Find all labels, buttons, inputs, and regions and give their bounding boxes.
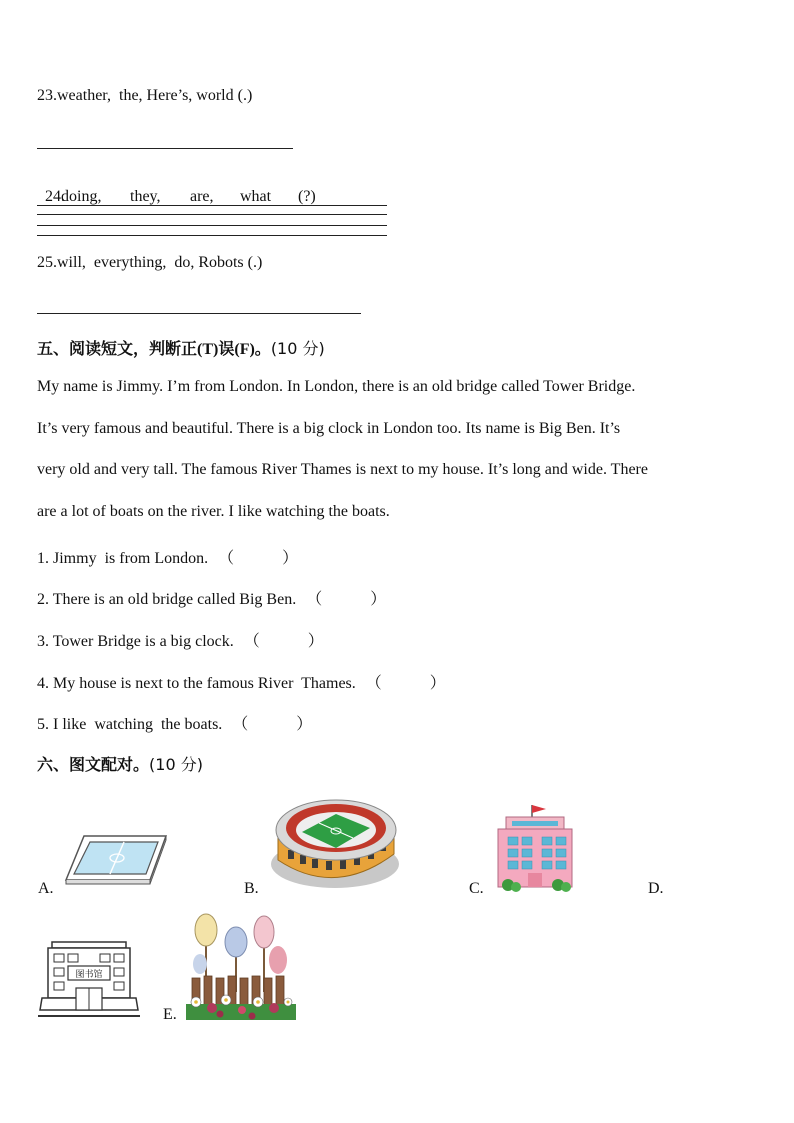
label-a: A. — [38, 880, 54, 897]
label-d: D. — [648, 880, 664, 897]
statement-text: 4. My house is next to the famous River Thames. — [37, 675, 356, 692]
passage-line-2: It’s very famous and beautiful. There is a big clock in London too. Its name is Big Ben. It’s — [37, 420, 621, 437]
library-sign-text: 图书馆 — [75, 970, 103, 980]
answer-blank[interactable]: （ ） — [232, 716, 313, 733]
word: what — [240, 188, 272, 205]
label-b: B. — [244, 880, 259, 897]
statement-text: 1. Jimmy is from London. — [37, 550, 209, 567]
statement-2 — [37, 586, 386, 609]
statement-text: 5. I like watching the boats. — [37, 716, 223, 733]
question-number: 24. — [45, 188, 65, 205]
label-e: E. — [163, 1006, 177, 1023]
word: doing, — [61, 188, 102, 205]
answer-line-23[interactable] — [37, 148, 293, 149]
section-5-heading — [37, 336, 325, 359]
heading-text: 。 — [254, 339, 271, 358]
points: (10 分) — [149, 755, 203, 774]
question-number: 25. — [37, 254, 57, 271]
answer-blank[interactable]: （ ） — [365, 675, 446, 692]
heading-text: (F) — [234, 341, 255, 358]
school-building-icon — [496, 803, 578, 893]
statement-1 — [37, 545, 298, 568]
passage-line-3: very old and very tall. The famous River Thames is next to my house. It’s long and wide. There — [37, 461, 648, 478]
answer-line-24-2 — [37, 214, 387, 215]
question-text: weather, the, Here’s, world (.) — [57, 87, 253, 104]
word: (?) — [298, 188, 316, 205]
statement-text: 3. Tower Bridge is a big clock. — [37, 633, 234, 650]
stadium-icon — [268, 794, 402, 892]
library-building-icon — [38, 938, 140, 1020]
park-garden-icon — [186, 912, 298, 1022]
word: are, — [190, 188, 214, 205]
answer-blank[interactable]: （ ） — [306, 591, 387, 608]
statement-4 — [37, 670, 446, 693]
label-c: C. — [469, 880, 484, 897]
heading-text: (T) — [197, 341, 219, 358]
answer-line-24-4 — [37, 235, 387, 236]
heading-text: 五、阅读短文，判断正 — [37, 339, 198, 358]
section-6-heading — [37, 752, 203, 775]
answer-line-24-3 — [37, 225, 387, 226]
statement-3 — [37, 628, 324, 651]
points: (10 分) — [270, 339, 325, 358]
answer-blank[interactable]: （ ） — [218, 550, 299, 567]
question-24 — [37, 170, 337, 206]
answer-blank[interactable]: （ ） — [243, 633, 324, 650]
question-text: will, everything, do, Robots (.) — [57, 254, 263, 271]
answer-line-24-1[interactable] — [37, 205, 387, 206]
statement-text: 2. There is an old bridge called Big Ben. — [37, 591, 297, 608]
passage-line-1: My name is Jimmy. I’m from London. In London, there is an old bridge called Tower Bridge. — [37, 378, 636, 395]
question-25 — [37, 254, 262, 272]
heading-text: 六、图文配对。 — [37, 755, 150, 774]
heading-text: 误 — [218, 339, 235, 358]
statement-5 — [37, 711, 312, 734]
word: they, — [130, 188, 161, 205]
answer-line-25[interactable] — [37, 313, 361, 314]
question-number: 23. — [37, 87, 57, 104]
sports-field-icon — [62, 828, 170, 886]
question-23 — [37, 87, 252, 105]
passage-line-4: are a lot of boats on the river. I like watching the boats. — [37, 503, 390, 520]
